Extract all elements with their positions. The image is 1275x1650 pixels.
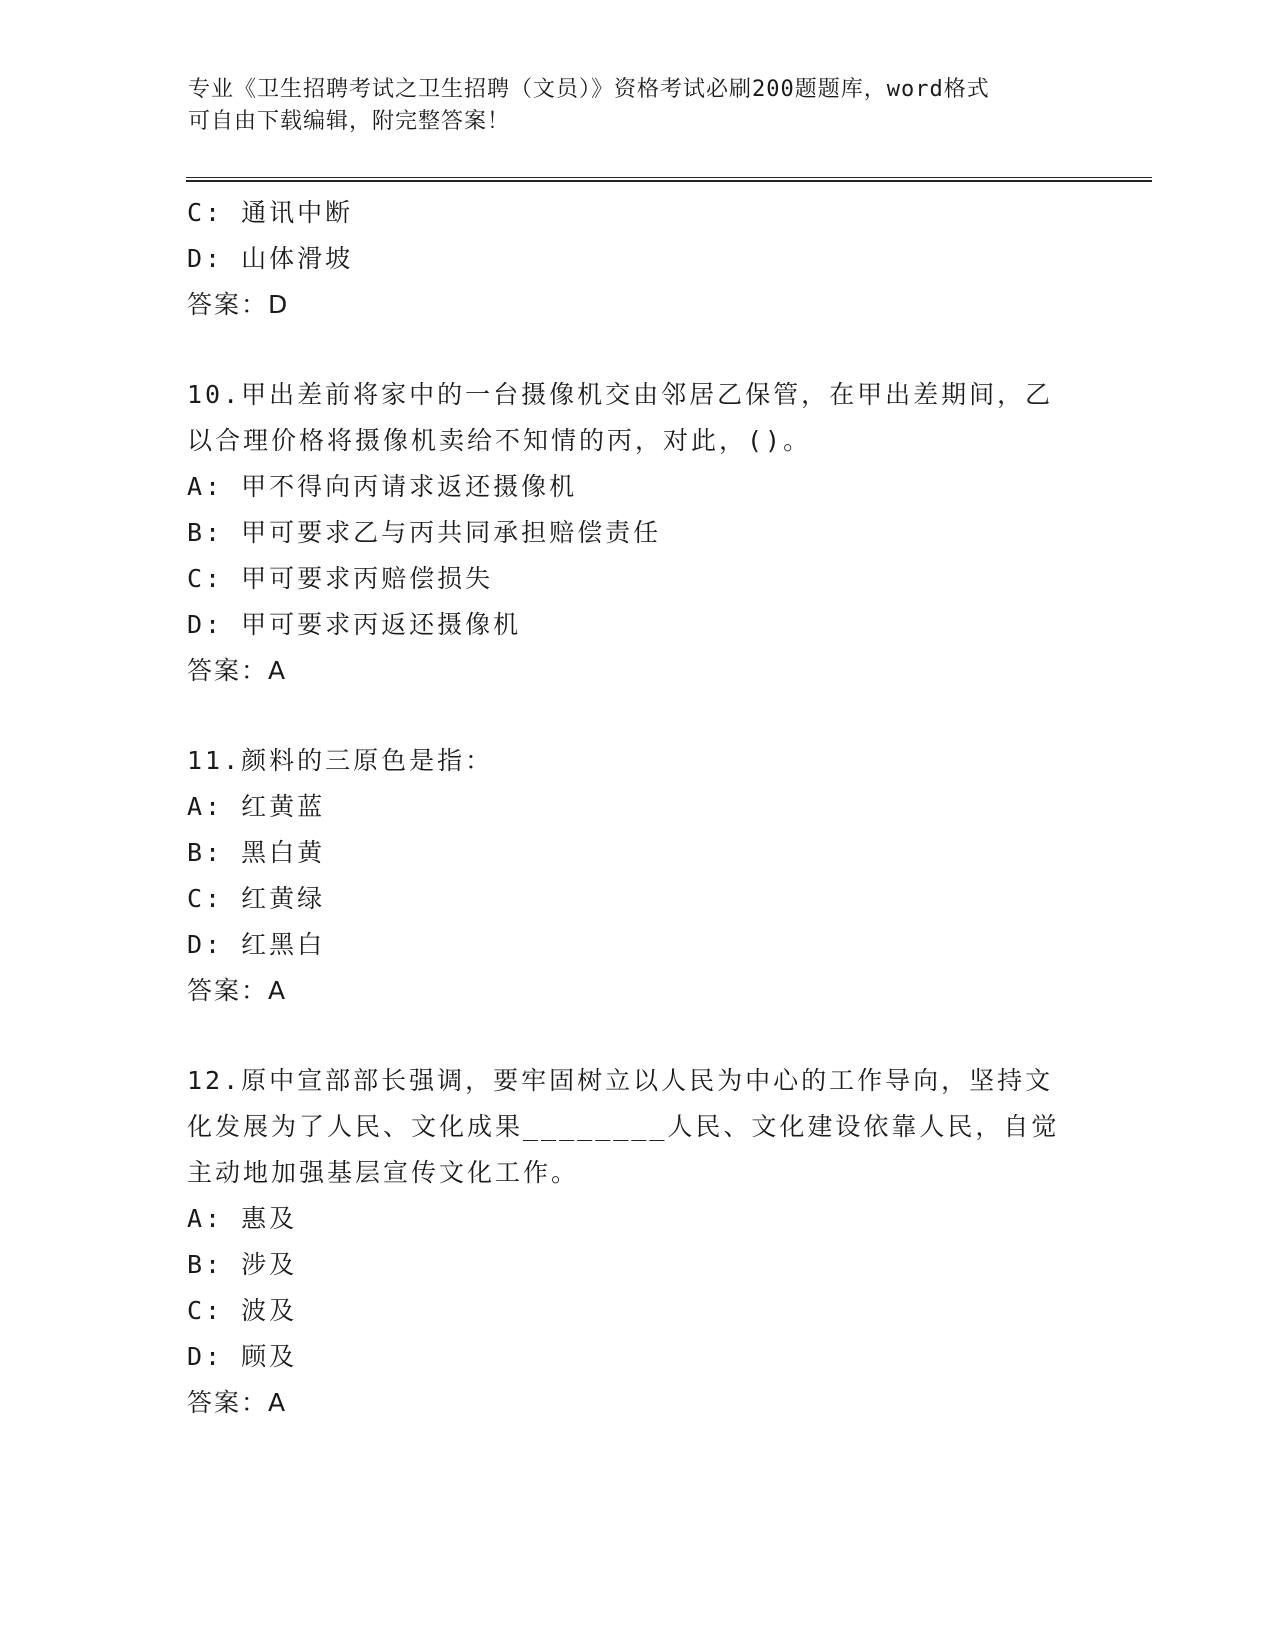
option-c: C: 波及	[187, 1296, 298, 1325]
stem-line: 11.颜料的三原色是指：	[187, 746, 494, 775]
option-c: C: 通讯中断	[187, 198, 354, 227]
option-d: D: 山体滑坡	[187, 244, 354, 273]
question-list	[187, 190, 1107, 1426]
stem-line: 化发展为了人民、文化成果________人民、文化建设依靠人民，自觉	[187, 1112, 1060, 1141]
option-a: A: 甲不得向丙请求返还摄像机	[187, 472, 578, 501]
answer-line: 答案：D	[187, 290, 290, 319]
question-stem	[187, 738, 1107, 784]
option-a: A: 惠及	[187, 1204, 298, 1233]
option-b: B: 黑白黄	[187, 838, 326, 867]
question-stem	[187, 372, 1107, 464]
stem-line: 10.甲出差前将家中的一台摄像机交由邻居乙保管，在甲出差期间，乙	[187, 380, 1054, 409]
answer-line: 答案：A	[187, 656, 288, 685]
option-b: B: 涉及	[187, 1250, 298, 1279]
option-c: C: 甲可要求丙赔偿损失	[187, 564, 494, 593]
option-d: D: 甲可要求丙返还摄像机	[187, 610, 522, 639]
answer-line: 答案：A	[187, 1388, 288, 1417]
stem-line: 主动地加强基层宣传文化工作。	[187, 1158, 580, 1187]
header-title-line-1: 专业《卫生招聘考试之卫生招聘（文员）》资格考试必刷200题题库，word格式	[188, 77, 990, 102]
option-c: C: 红黄绿	[187, 884, 326, 913]
page-header	[188, 74, 1068, 138]
header-divider	[186, 177, 1152, 182]
stem-line: 12.原中宣部部长强调，要牢固树立以人民为中心的工作导向，坚持文	[187, 1066, 1054, 1095]
header-title-line-2: 可自由下载编辑，附完整答案！	[188, 109, 511, 134]
question-9-tail	[187, 190, 1107, 328]
option-a: A: 红黄蓝	[187, 792, 326, 821]
option-d: D: 顾及	[187, 1342, 298, 1371]
answer-line: 答案：A	[187, 976, 288, 1005]
question-12	[187, 1058, 1107, 1426]
question-11	[187, 738, 1107, 1014]
question-10	[187, 372, 1107, 694]
option-d: D: 红黑白	[187, 930, 326, 959]
question-stem	[187, 1058, 1107, 1196]
option-b: B: 甲可要求乙与丙共同承担赔偿责任	[187, 518, 662, 547]
stem-line: 以合理价格将摄像机卖给不知情的丙，对此，()。	[187, 426, 812, 455]
